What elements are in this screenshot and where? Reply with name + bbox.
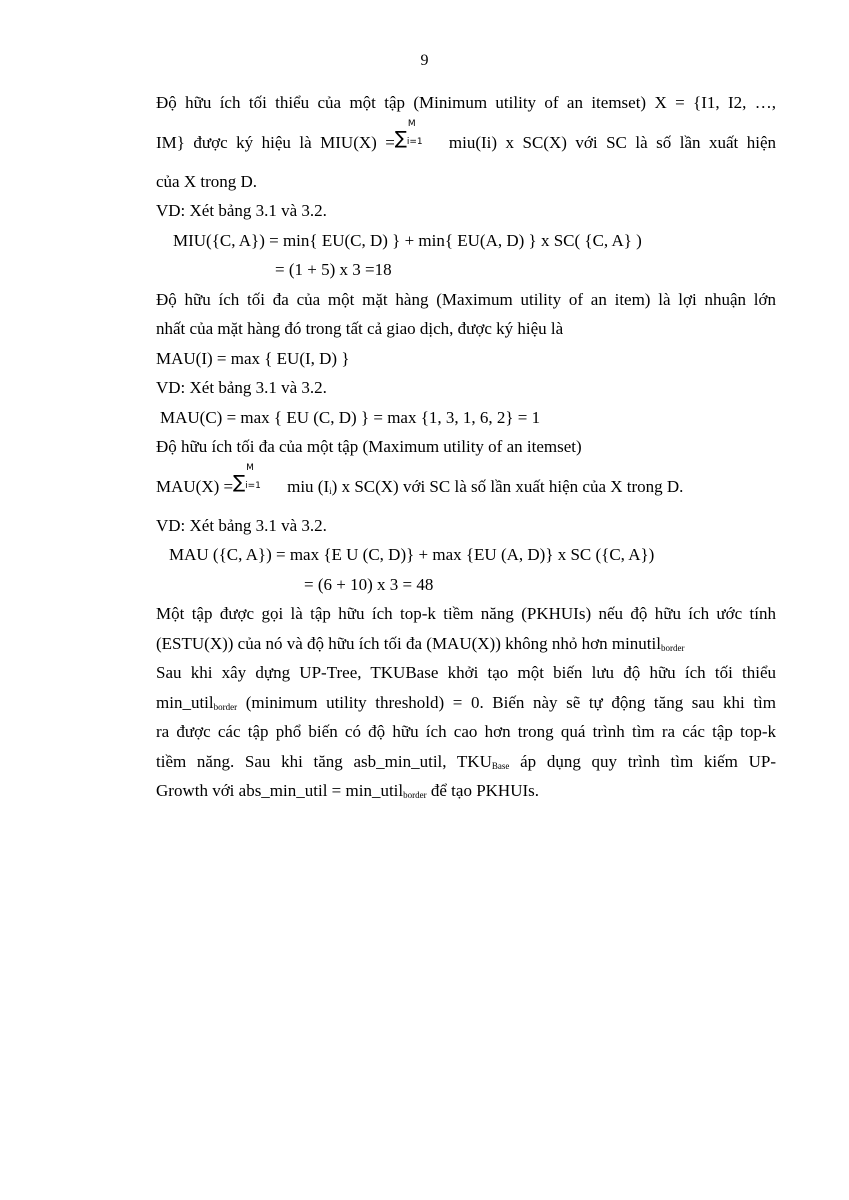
example-2-formula: MAU(C) = max { EU (C, D) } = max {1, 3, 1, 6, 2} = 1 xyxy=(160,407,541,427)
miu-definition-text-tail: miu(Ii) x SC(X) với SC là số lần xuất hiện xyxy=(448,132,777,152)
pkhui-definition-line-2: (ESTU(X)) của nó và độ hữu ích tối đa (MAU(X)) không nhỏ hơn minutil$_{border}$ xyxy=(156,633,685,653)
summation-symbol: ∑ M i=1 xyxy=(394,118,423,149)
tkubase-paragraph-line-1: Sau khi xây dựng UP-Tree, TKUBase khởi tạo một biến lưu độ hữu ích tối thiểu xyxy=(156,663,776,682)
example-2-label: VD: Xét bảng 3.1 và 3.2. xyxy=(156,378,327,397)
miu-definition-line-1: Độ hữu ích tối thiểu của một tập (Minimum utility of an itemset) X = {I1, I2, …, xyxy=(156,93,776,112)
mau-item-definition-line-2: nhất của mặt hàng đó trong tất cả giao dịch, được ký hiệu là xyxy=(156,319,564,338)
page-number: 9 xyxy=(420,52,429,69)
pkhui-definition-line-1: Một tập được gọi là tập hữu ích top-k tiềm năng (PKHUIs) nếu độ hữu ích ước tính xyxy=(156,604,776,623)
example-1-result: = (1 + 5) x 3 =18 xyxy=(275,260,392,279)
example-3-formula: MAU ({C, A}) = max {E U (C, D)} + max {EU (A, D)} x SC ({C, A}) xyxy=(169,545,655,564)
miu-definition-text: IM} được ký hiệu là MIU(X) = xyxy=(156,132,395,152)
tkubase-paragraph-line-4: tiềm năng. Sau khi tăng asb_min_util, $TKU_{Base}$ áp dụng quy trình tìm kiếm UP- xyxy=(156,751,776,771)
tkubase-paragraph-line-5: Growth với abs_min_util = min_util$_{border}$ để tạo PKHUIs. xyxy=(156,781,540,800)
miu-definition-line-3: của X trong D. xyxy=(156,171,258,191)
example-1-formula: MIU({C, A}) = min{ EU(C, D) } + min{ EU(A, D) } x SC( {C, A} ) xyxy=(173,230,642,250)
miu-definition-line-2 xyxy=(156,118,776,167)
mau-item-definition-line-1: Độ hữu ích tối đa của một mặt hàng (Maximum utility of an item) là lợi nhuận lớn xyxy=(156,289,776,309)
mau-itemset-definition-line-1: Độ hữu ích tối đa của một tập (Maximum utility of an itemset) xyxy=(156,437,582,456)
tkubase-paragraph-line-3: ra được các tập phổ biến có độ hữu ích cao hơn trong quá trình tìm ra các tập top-k xyxy=(156,722,776,741)
example-1-label: VD: Xét bảng 3.1 và 3.2. xyxy=(156,201,327,220)
summation-symbol: ∑ M i=1 xyxy=(233,462,261,493)
mau-item-formula: MAU(I) = max { EU(I, D) } xyxy=(156,348,350,368)
example-3-label: VD: Xét bảng 3.1 và 3.2. xyxy=(156,515,327,535)
tkubase-paragraph-line-2: min_util$_{border}$ (minimum utility threshold) = 0. Biến này sẽ tự động tăng sau khi tìm xyxy=(156,692,776,712)
page-body xyxy=(156,88,776,806)
mau-itemset-definition-line-2: MAU(X) = ∑ M i=1 miu $(I_i)$ x SC(X) với SC là số lần xuất hiện của X trong D. xyxy=(156,462,684,496)
example-3-result: = (6 + 10) x 3 = 48 xyxy=(304,574,434,594)
